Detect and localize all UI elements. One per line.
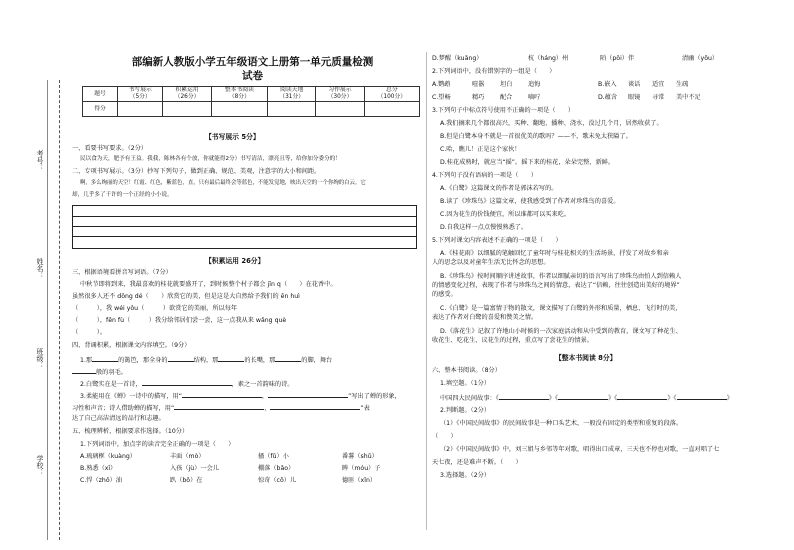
question-5-5: 5.下列对课文内容表述不正确的一项是（ ） [432,237,562,244]
score-table [82,86,420,117]
question-5-3: 3.下列句子中标点符号使用不正确的一项是（ ） [432,107,575,114]
question-4-item1: 1.那 的篱笆，那全身的 结构，那 的长嘴，那 的脚，舞台 [80,354,332,365]
question-6-1: 1.填空题。（1分） [440,380,491,387]
question-6-3: 3.选择题。（2分） [440,472,491,479]
writing-line [73,226,416,227]
question-5-4: 4.下列句子没有语病的一项是（ ） [432,172,537,179]
margin-label-name: 姓名： [36,258,44,279]
margin-label-class: 班级： [36,348,44,369]
question-3-line3: （ ），我 wéi yǒu（ ）欲赏它的美丽，所以每年 [72,305,238,312]
option-5-5-B[interactable]: B.《珍珠鸟》按时间顺序讲述故事，作者以细腻亲切的语言写出了珍珠鸟由怕人到信赖人 的情感变化过程，表现了作者与珍珠鸟之间的情意，表达了“信赖，往往创造出美好的境界” 的感受。 [432,273,682,298]
question-6-1-blanks: 中国四大民间故事：《 》《 》《 》《 》 [440,392,733,403]
blank[interactable] [499,392,549,400]
option-5-3-B[interactable]: B.但是白鹭本身不就是一首很优美的歌吗？——不，歌未免太狭隘了。 [440,133,632,140]
blank[interactable] [558,392,608,400]
blank[interactable] [92,354,118,362]
blank[interactable] [182,390,262,398]
question-2-text1: 啊，多么绚丽的天空！红霞、红色，紫蓝色，直，只有最后最终会等蓝色，不能发觉地，映出天空的一个你绚的白云。它 [80,180,366,186]
question-4-item3-end: 达了自己高洁清远的品行和志趣。 [72,415,165,422]
section-whole-book: 【整本书阅读 8分】 [555,354,617,362]
option-5-3-C[interactable]: C.哈，瞧儿！正是这个家伙！ [440,146,521,153]
question-4-item3: 3.柔能用在《蝉》一诗中的描写，用“ ， ”写出了蝉的形象， [80,390,401,401]
score-col-1: 书写展示 （5分） [118,87,163,102]
margin-label-school: 学校： [36,455,44,476]
question-4-item1-cont: 般的羽毛。 [72,366,127,377]
blank[interactable] [174,402,264,410]
option-5-5-D[interactable]: D.《落花生》记叙了许地山小时候的一次家庭活动和从中受到的教育，课文写了种花生、 收花生、吃花生、议花生的过程，重点写了尝花生的情景。 [432,328,682,344]
score-cell[interactable] [163,102,211,117]
question-3-line4: （ ），fēn fù（ ）我分给邻居们尝一尝，这一点我从来 wǎng què [72,317,287,324]
score-table-header-label: 题号 [83,87,118,102]
binding-line [59,80,60,540]
question-6-2-1-answer[interactable]: （ ） [432,433,457,440]
question-5-1: 1.下列词语中，加点字的读音完全正确的一项是（ ） [80,441,235,448]
question-5-2: 2.下列词语中，没有错别字的一组是（ ） [432,68,556,75]
score-cell[interactable] [316,102,364,117]
writing-line [73,236,416,237]
score-col-6: 总分 （100分） [364,87,419,102]
question-5: 五、梳理辨析，根据要求作选择。（10分） [72,428,189,435]
question-6-2-2-cont[interactable]: 天七夜，还是难声不断。（ ） [432,459,522,466]
score-cell[interactable] [211,102,267,117]
blank[interactable] [168,354,194,362]
question-3-line5: （ ）。 [72,329,107,336]
question-4: 四、背诵积累，根据课文内容填空。（9分） [72,342,191,349]
writing-line [73,216,416,217]
question-6: 六、整本书阅读。（8分） [432,367,501,374]
margin-label-number: 考号： [36,150,44,171]
blank[interactable] [218,354,244,362]
question-2: 二、专项书写展示。（3分）抄写下列句子，做到正确、规范、美观，注意字的大小和间距。 [72,168,321,175]
blank[interactable] [142,378,232,386]
option-5-4-C[interactable]: C.因为花生的价钱便宜，所以谁都可以买来吃。 [440,211,571,218]
question-3: 三、根据语境看拼音写词语。（7分） [72,269,172,276]
blank[interactable] [268,390,348,398]
section-accumulation: 【积累运用 26分】 [205,257,265,265]
score-col-2: 积累运用 （26分） [163,87,211,102]
score-col-4: 阅读天地 （31分） [268,87,316,102]
score-cell[interactable] [118,102,163,117]
score-cell[interactable] [268,102,316,117]
exam-title-line2: 试卷 [242,70,263,82]
blank[interactable] [72,366,96,374]
option-5-4-D[interactable]: D.自我这样一点点慢慢熟悉了。 [440,224,528,231]
writing-practice-box[interactable] [72,205,417,249]
blank[interactable] [275,354,301,362]
score-row-label: 得分 [83,102,118,117]
option-5-4-B[interactable]: B.读了《珍珠鸟》这篇文章，使我感受到了作者对珍珠鸟的喜爱。 [440,198,620,205]
question-3-line1: 中秋节即将到来，我最喜欢的桂花就要盛开了，到时候整个村子都会 jīn q（ ）在花香中。 [80,281,337,288]
question-3-line2: 虽然很多人还不 dǒng dé（ ）欣赏它的美，但是这是大自然给予我们的 ēn huì [72,293,300,300]
option-5-3-A[interactable]: A.我们摘来几个都很高兴，买种、翻地、播种、浇水，没过几个月，居然收获了。 [440,120,663,127]
section-writing: 【书写展示 5分】 [205,133,260,141]
question-6-2: 2.判断题。（2分） [440,407,491,414]
option-5-5-C[interactable]: C.《白鹭》是一篇富情于物的散文，课文描写了白鹭的外形和质量，栖息、飞行时的美， 表达了作者对白鹭的喜爱和赞美之情。 [432,305,682,321]
score-cell[interactable] [364,102,419,117]
exam-title-line1: 部编新人教版小学五年级语文上册第一单元质量检测 [131,56,374,68]
option-5-4-A[interactable]: A.《白鹭》这篇课文的作者是郭沫若写的。 [440,185,558,192]
question-4-item2: 2.白鹭实在是一首诗， ，素之一首韵味的诗。 [80,378,293,389]
binding-line-inner [47,80,48,540]
question-6-2-2: （2）《中国民间故事》中，刘三姐与乡邻等年对歌，唱得出口成章，三天也不停也对歌，一直对唱了七 [440,446,720,453]
score-col-3: 整本书阅读 （8分） [211,87,267,102]
option-5-5-A[interactable]: A.《桂花雨》以细腻的笔触回忆了童年时与桂花相关的生活场景，抒发了对故乡和亲 人的思念以及对童年生活无比怀念的思想。 [432,250,669,266]
blank[interactable] [270,402,360,410]
question-6-2-1: （1）《中国民间故事》的民间故事是一种口头艺术，一般没有固定的类型和重复的段落。 [440,420,683,427]
score-col-5: 习作展示 （30分） [316,87,364,102]
question-1-text: 民以食为天，肥予有王益。我我，陈林各有个放，你就能得2分）书写清洁，漂亮且等，给你加分委分的！ [80,156,341,162]
question-2-text2: 却，几乎多了千许的一个正经的小小说。 [72,192,173,198]
question-1: 一、看要书写要求。（2分） [72,145,148,152]
option-5-3-D[interactable]: D.桂花成熟时，就应当“摇”。摇下来的桂花，朵朵完整、新鲜。 [440,159,615,166]
question-4-item3-cont: 习性和声音；诗人借助蝉的描写，用“ ， ”表 [72,402,370,413]
blank[interactable] [677,392,727,400]
blank[interactable] [617,392,667,400]
column-divider [426,52,427,530]
